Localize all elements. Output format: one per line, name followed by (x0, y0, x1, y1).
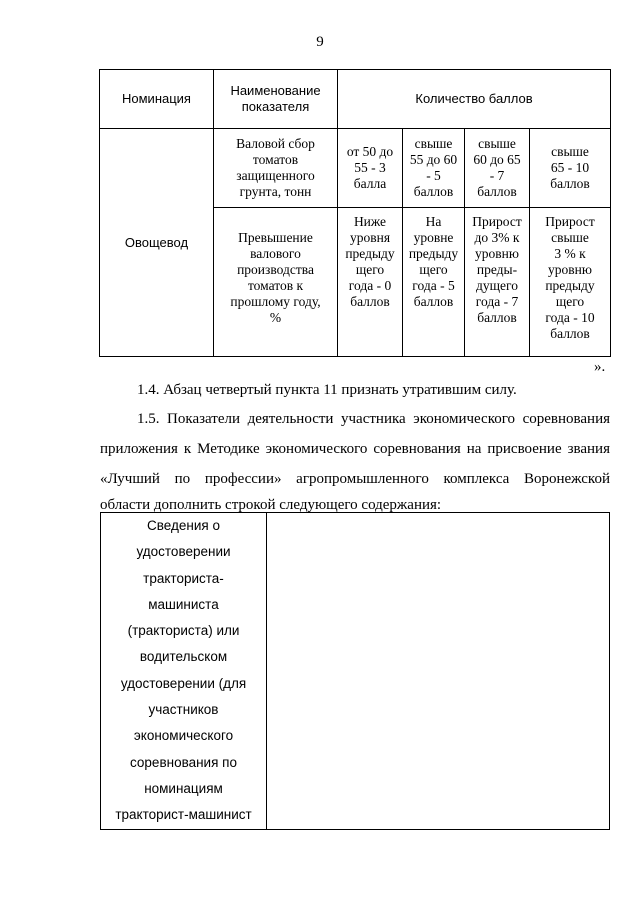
score-cell: Ниже уровня предыду щего года - 0 баллов (338, 208, 403, 357)
paragraph-1-5-line-2: приложения к Методике экономического соревнования на присвоение звания (100, 441, 610, 457)
nomination-cell: Овощевод (100, 129, 214, 357)
indicator-production-growth: Превышение валового производства томатов к прошлому году, % (214, 208, 338, 357)
paragraph-1-5-line-3: «Лучший по профессии» агропромышленного комплекса Воронежской (100, 471, 610, 487)
header-nomination: Номинация (100, 70, 214, 129)
score-cell: Прирост свыше 3 % к уровню предыду щего года - 10 баллов (530, 208, 611, 357)
license-info-value (267, 513, 610, 830)
score-cell: Прирост до 3% к уровню преды- дущего года - 7 баллов (465, 208, 530, 357)
license-info-label: Сведения о удостоверении тракториста- машиниста (тракториста) или водительском удостоверении (для участников экономического соревнования по номинациям тракторист-машинист (101, 513, 267, 830)
paragraph-1-5-line-4: области дополнить строкой следующего содержания: (100, 497, 442, 513)
score-cell: свыше 60 до 65 - 7 баллов (465, 129, 530, 208)
paragraph-1-5-line-1: 1.5. Показатели деятельности участника экономического соревнования (137, 411, 610, 427)
score-cell: свыше 55 до 60 - 5 баллов (403, 129, 465, 208)
header-points: Количество баллов (338, 70, 611, 129)
page-number: 9 (316, 34, 324, 50)
scoring-table (99, 69, 611, 357)
score-cell: от 50 до 55 - 3 балла (338, 129, 403, 208)
score-cell: свыше 65 - 10 баллов (530, 129, 611, 208)
indicator-gross-harvest: Валовой сбор томатов защищенного грунта, тонн (214, 129, 338, 208)
closing-quote: ». (594, 359, 606, 375)
license-info-table (100, 512, 610, 830)
header-indicator: Наименование показателя (214, 70, 338, 129)
score-cell: На уровне предыду щего года - 5 баллов (403, 208, 465, 357)
paragraph-1-4: 1.4. Абзац четвертый пункта 11 признать утратившим силу. (137, 382, 517, 398)
